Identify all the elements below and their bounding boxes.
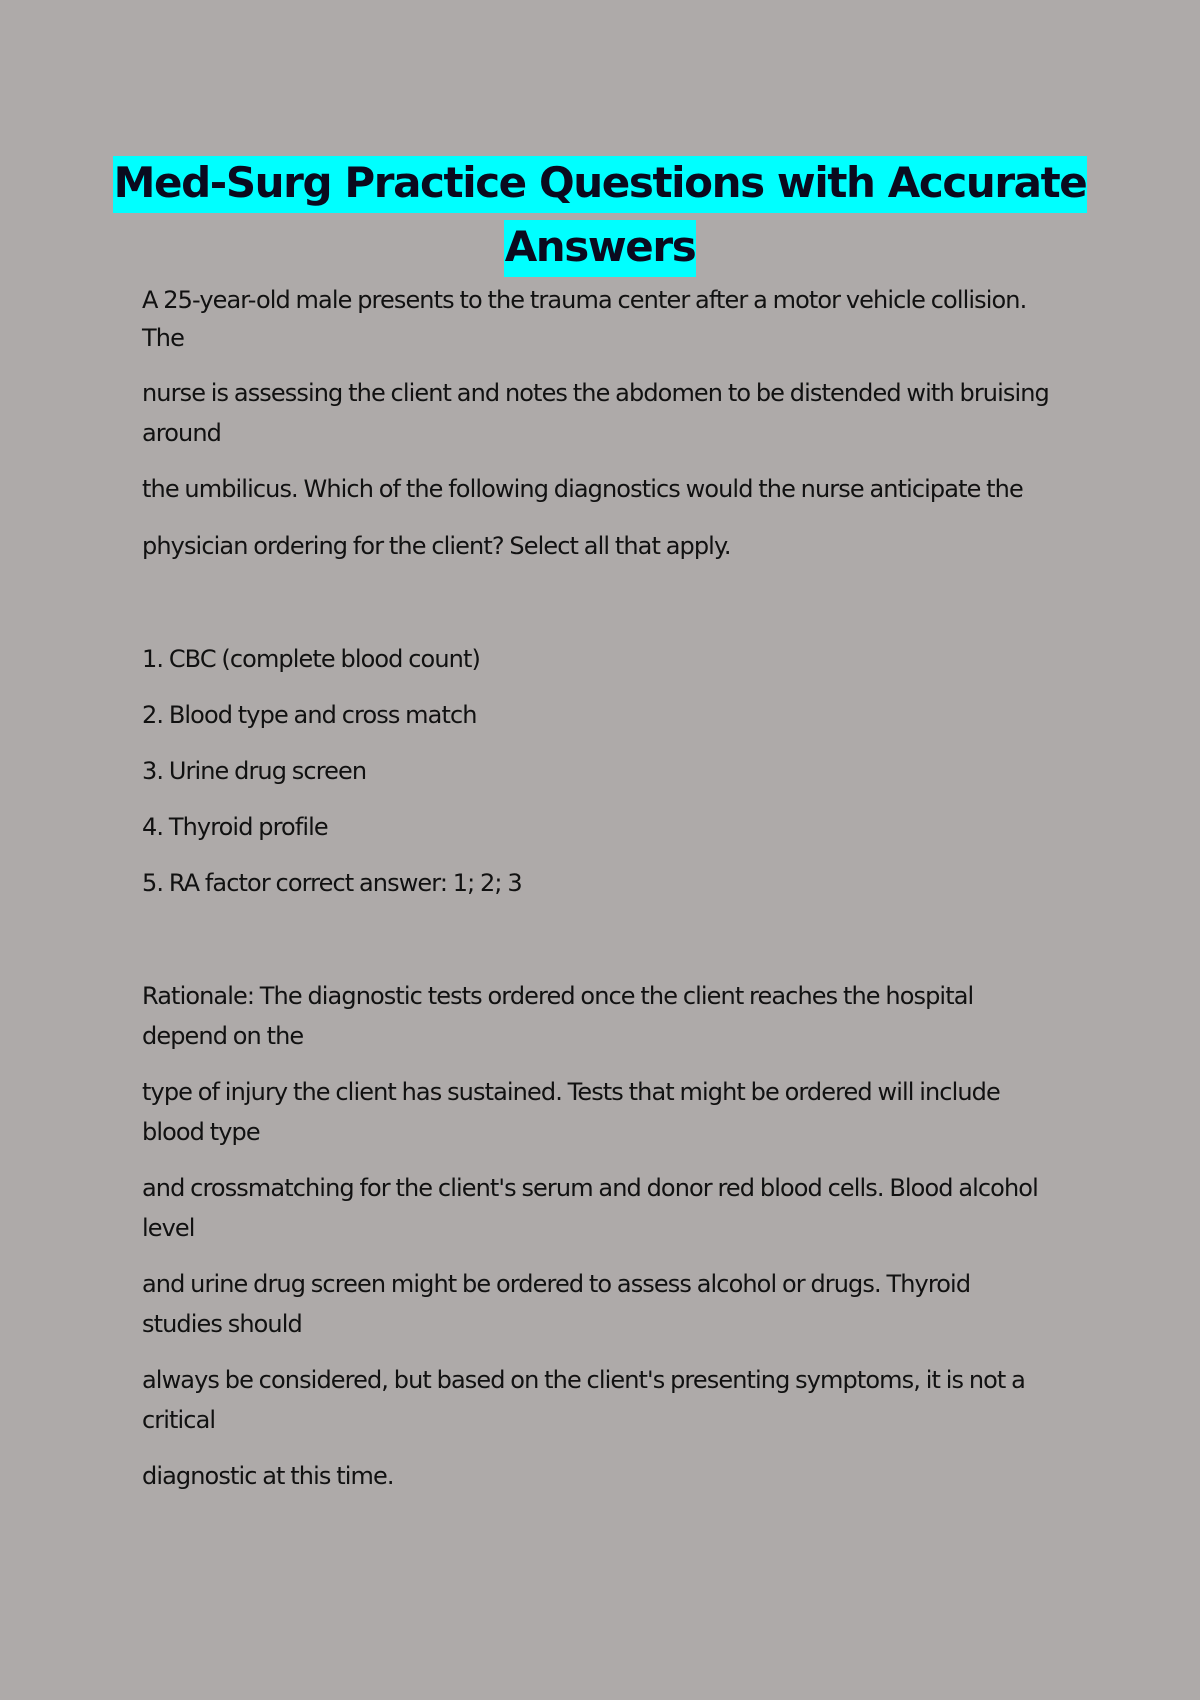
option-item: 3. Urine drug screen [142, 757, 367, 785]
question-paragraph-3: the umbilicus. Which of the following diagnostics would the nurse anticipate the [142, 475, 1023, 503]
option-item: 5. RA factor correct answer: 1; 2; 3 [142, 869, 522, 897]
rationale-paragraph-4: and urine drug screen might be ordered to assess alcohol or drugs. Thyroid studies should [142, 1270, 971, 1338]
option-item: 2. Blood type and cross match [142, 701, 477, 729]
rationale-paragraph-3: and crossmatching for the client's serum and donor red blood cells. Blood alcohol level [142, 1174, 1038, 1242]
rationale-paragraph-1: Rationale: The diagnostic tests ordered once the client reaches the hospital depend on the [142, 982, 974, 1050]
answer-options [142, 639, 1072, 903]
rationale-block [142, 976, 1072, 1496]
rationale-paragraph-2: type of injury the client has sustained. Tests that might be ordered will include blood type [142, 1078, 1000, 1146]
rationale-paragraph-6: diagnostic at this time. [142, 1462, 394, 1490]
question-block [142, 281, 1072, 566]
option-item: 1. CBC (complete blood count) [142, 645, 480, 673]
title-line-2: Answers [504, 220, 697, 277]
option-item: 4. Thyroid profile [142, 813, 328, 841]
question-paragraph-4: physician ordering for the client? Select all that apply. [142, 532, 731, 560]
rationale-paragraph-5: always be considered, but based on the client's presenting symptoms, it is not a critical [142, 1366, 1025, 1434]
page-title [100, 151, 1100, 279]
question-paragraph-1: A 25-year-old male presents to the trauma center after a motor vehicle collision. The [142, 286, 1027, 352]
title-line-1: Med-Surg Practice Questions with Accurate [113, 156, 1088, 213]
document-body [142, 281, 1072, 1496]
question-paragraph-2: nurse is assessing the client and notes the abdomen to be distended with bruising around [142, 379, 1049, 447]
